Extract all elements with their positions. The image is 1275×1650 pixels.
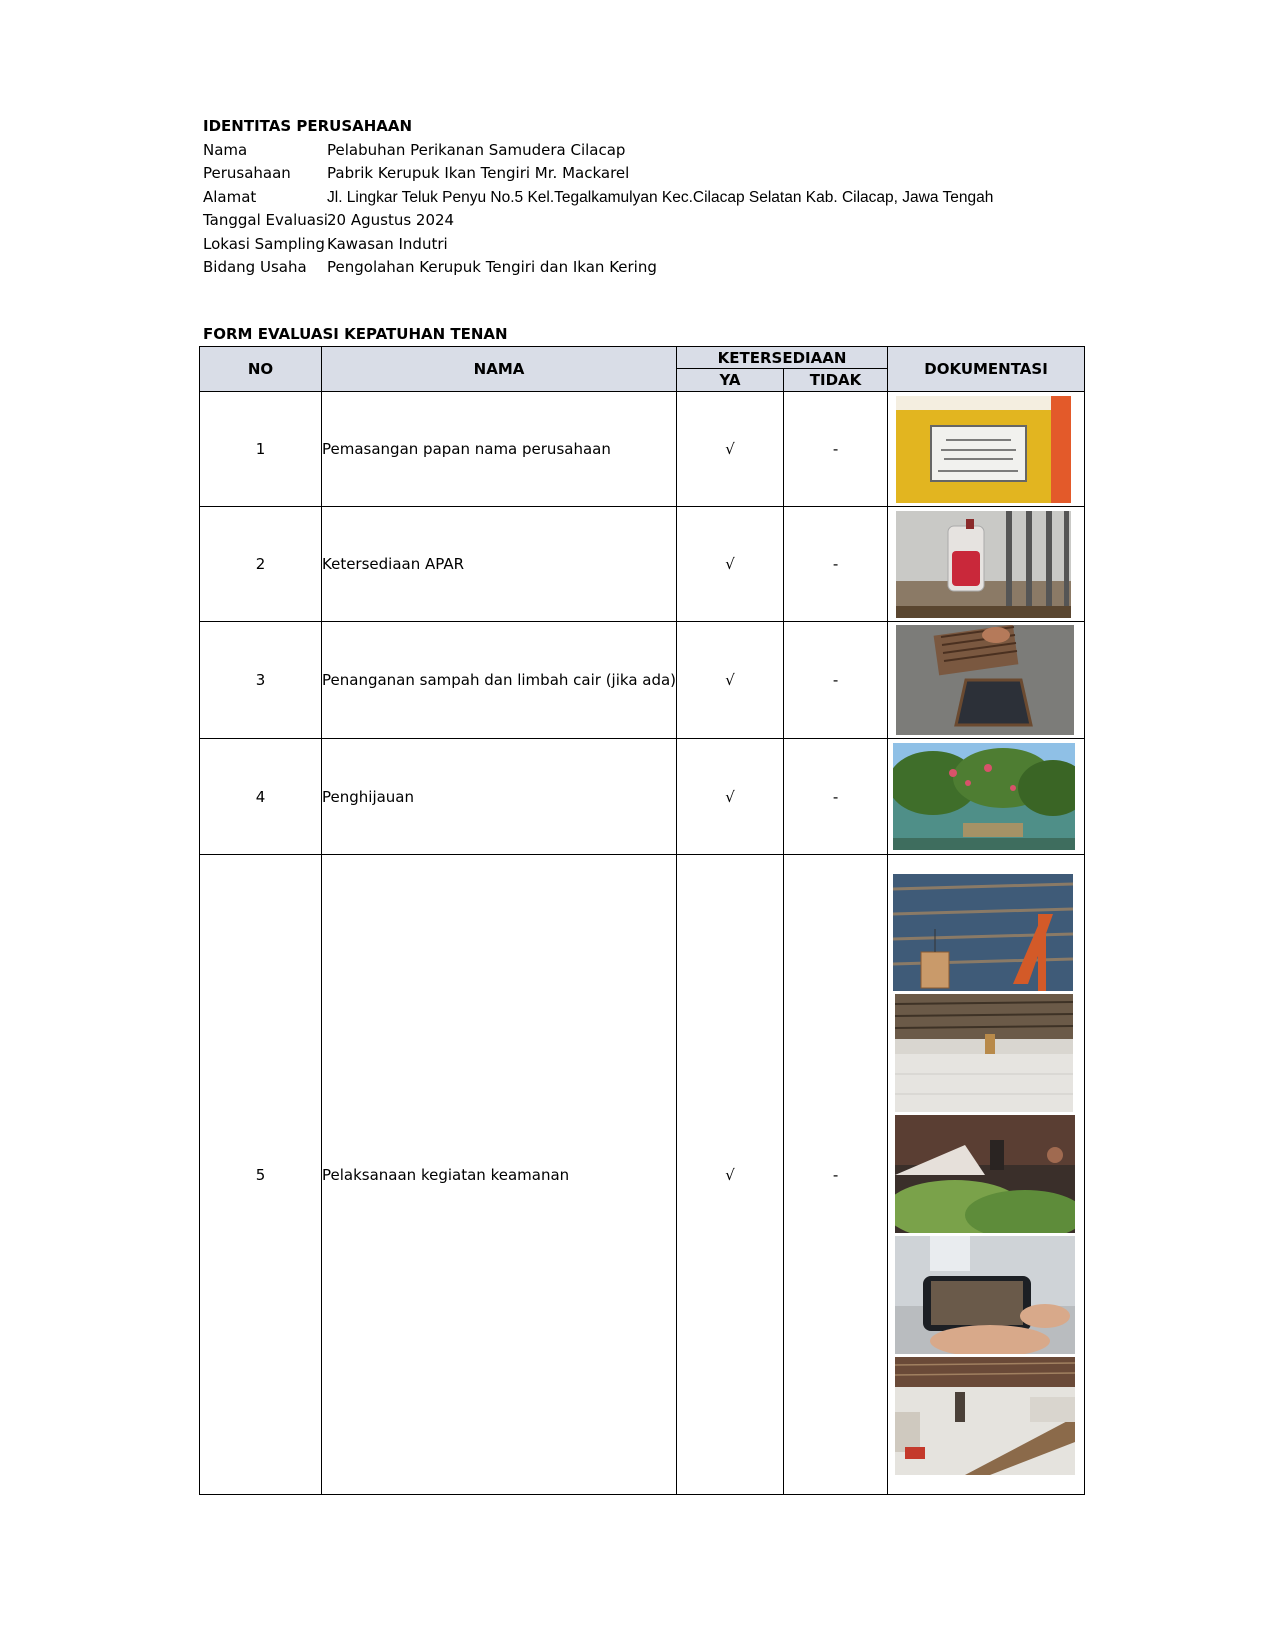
identity-label: Perusahaan — [203, 164, 291, 182]
row-tidak: - — [784, 507, 888, 622]
row-ya: √ — [677, 855, 784, 1495]
row-documentation — [888, 855, 1085, 1495]
identity-label: Lokasi Sampling — [203, 234, 325, 253]
row-number: 2 — [200, 507, 322, 622]
identity-row-perusahaan — [203, 162, 993, 186]
row-name: Ketersediaan APAR — [322, 507, 677, 622]
identity-value: Pelabuhan Perikanan Samudera Cilacap — [327, 140, 626, 159]
photo-roof-lamp — [895, 994, 1084, 1112]
photo-greenery — [893, 743, 1084, 850]
evaluation-table — [199, 346, 1085, 1495]
identity-row-tanggal — [203, 209, 993, 233]
row-number: 1 — [200, 392, 322, 507]
identity-row-nama — [203, 139, 993, 163]
photo-signboard — [896, 396, 1084, 503]
identity-row-alamat — [203, 186, 993, 210]
row-tidak: - — [784, 392, 888, 507]
header-dokumentasi: DOKUMENTASI — [888, 347, 1085, 392]
row-ya: √ — [677, 507, 784, 622]
row-number: 3 — [200, 622, 322, 739]
company-identity — [203, 115, 993, 280]
identity-label: Tanggal Evaluasi — [203, 211, 328, 229]
row-name: Penanganan sampah dan limbah cair (jika ada) — [322, 622, 677, 739]
row-documentation — [888, 507, 1085, 622]
photo-phone-cctv — [895, 1236, 1084, 1354]
header-no: NO — [200, 347, 322, 392]
header-ya: YA — [677, 369, 784, 392]
table-row — [200, 739, 1085, 855]
identity-row-bidang — [203, 256, 993, 280]
header-ketersediaan: KETERSEDIAAN — [677, 347, 888, 369]
row-ya: √ — [677, 622, 784, 739]
identity-label: Bidang Usaha — [203, 258, 307, 276]
identity-value: Kawasan Indutri — [327, 234, 448, 253]
table-row — [200, 622, 1085, 739]
photo-workshop — [895, 1357, 1084, 1475]
row-tidak: - — [784, 622, 888, 739]
identity-label: Alamat — [203, 187, 257, 206]
row-name: Pemasangan papan nama perusahaan — [322, 392, 677, 507]
row-tidak: - — [784, 739, 888, 855]
row-documentation — [888, 392, 1085, 507]
row-tidak: - — [784, 855, 888, 1495]
row-documentation — [888, 739, 1085, 855]
photo-waste-drain — [896, 625, 1084, 735]
row-number: 4 — [200, 739, 322, 855]
identity-row-lokasi — [203, 233, 993, 257]
identity-value: Pabrik Kerupuk Ikan Tengiri Mr. Mackarel — [327, 164, 630, 182]
row-ya: √ — [677, 392, 784, 507]
identity-value: Jl. Lingkar Teluk Penyu No.5 Kel.Tegalkamulyan Kec.Cilacap Selatan Kab. Cilacap, Jawa Tengah — [327, 188, 994, 206]
photo-canopy-plants — [895, 1115, 1084, 1233]
identity-label: Nama — [203, 140, 248, 159]
identity-value: Pengolahan Kerupuk Tengiri dan Ikan Kering — [327, 258, 657, 276]
row-documentation — [888, 622, 1085, 739]
table-row — [200, 507, 1085, 622]
table-row — [200, 392, 1085, 507]
photo-roof-birdcage — [893, 874, 1084, 991]
form-title: FORM EVALUASI KEPATUHAN TENAN — [203, 325, 508, 343]
row-name: Penghijauan — [322, 739, 677, 855]
photo-fire-extinguisher — [896, 511, 1084, 618]
row-number: 5 — [200, 855, 322, 1495]
identity-value: 20 Agustus 2024 — [327, 211, 455, 229]
header-tidak: TIDAK — [784, 369, 888, 392]
header-nama: NAMA — [322, 347, 677, 392]
table-row — [200, 855, 1085, 1495]
identity-title: IDENTITAS PERUSAHAAN — [203, 117, 413, 135]
row-name: Pelaksanaan kegiatan keamanan — [322, 855, 677, 1495]
row-ya: √ — [677, 739, 784, 855]
